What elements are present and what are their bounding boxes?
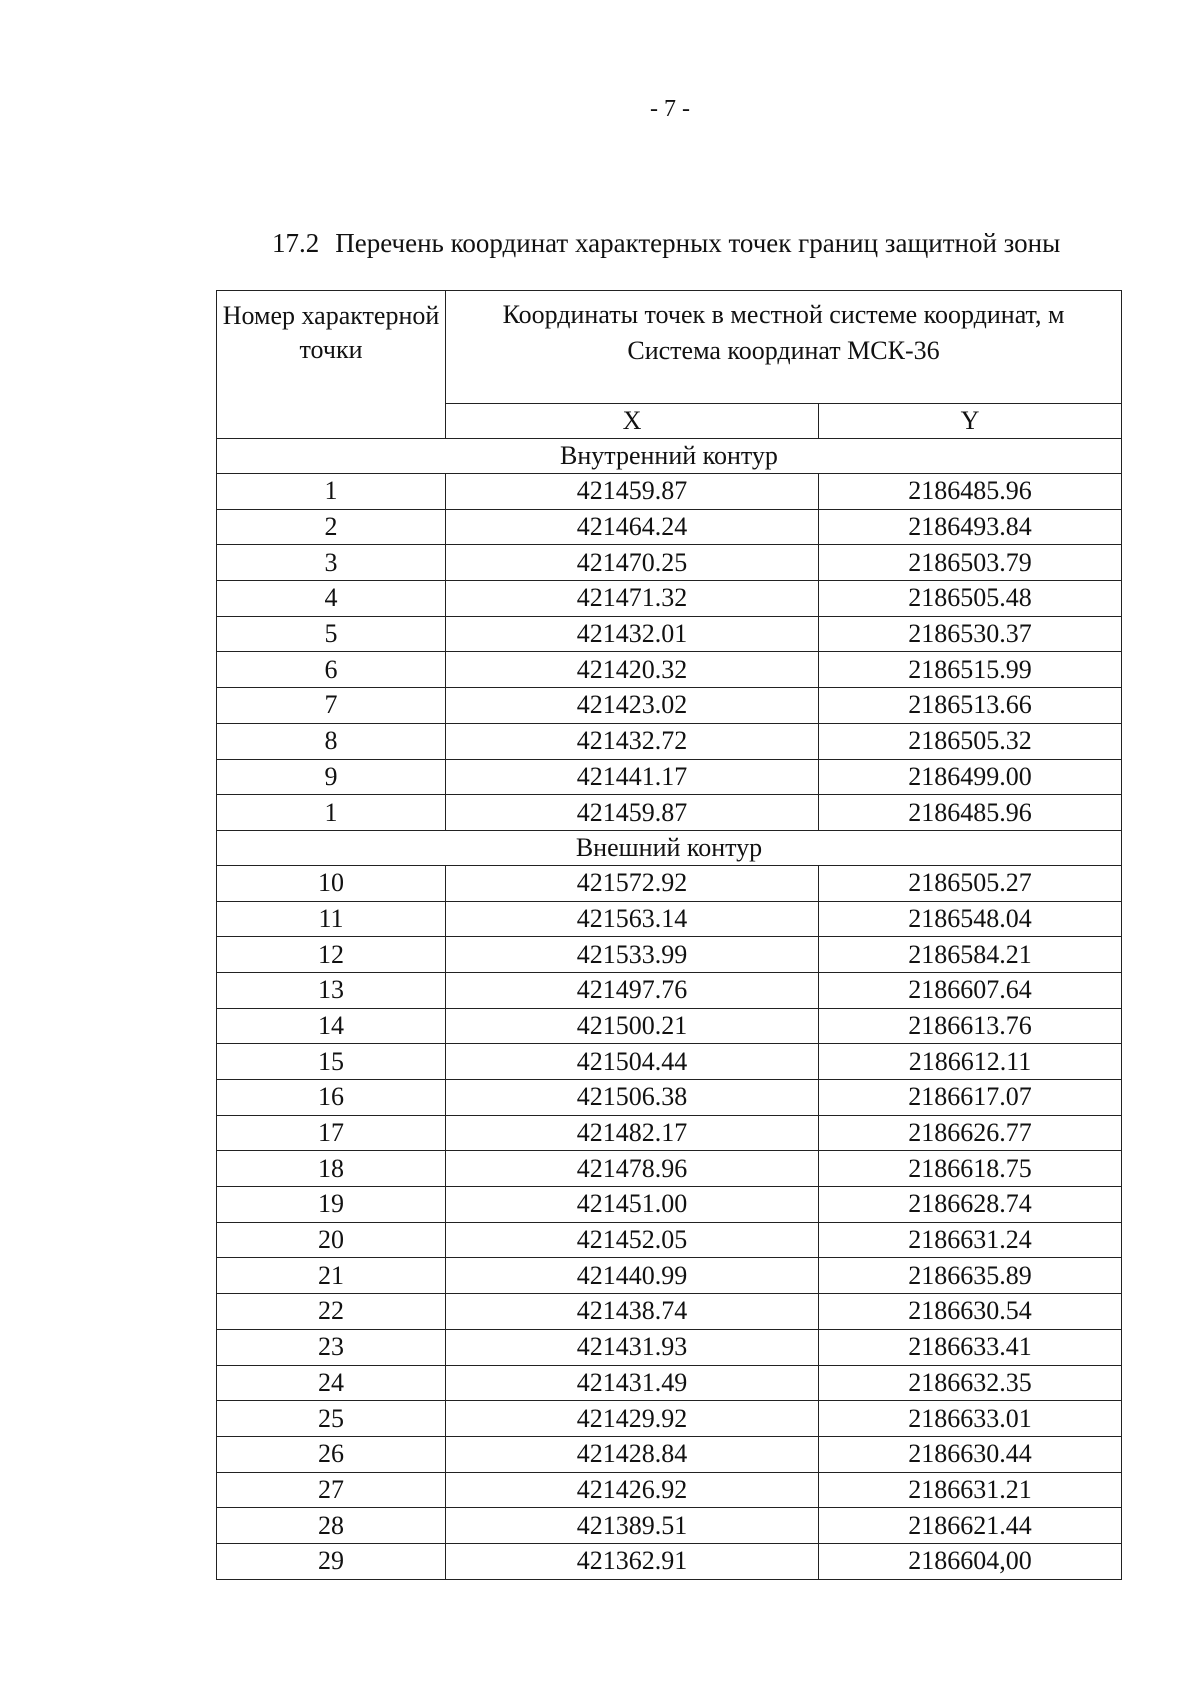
table-row — [217, 901, 1122, 937]
x-cell: 421431.49 — [446, 1365, 819, 1401]
table-row — [217, 1044, 1122, 1080]
point-number-cell: 7 — [217, 688, 446, 724]
y-cell: 2186505.48 — [819, 581, 1122, 617]
x-cell: 421459.87 — [446, 795, 819, 831]
point-number-cell: 13 — [217, 972, 446, 1008]
x-cell: 421440.99 — [446, 1258, 819, 1294]
page-number: - 7 - — [650, 96, 690, 122]
point-number-cell: 18 — [217, 1151, 446, 1187]
table-row — [217, 759, 1122, 795]
table-row — [217, 972, 1122, 1008]
x-cell: 421428.84 — [446, 1436, 819, 1472]
x-cell: 421497.76 — [446, 972, 819, 1008]
header-coordinates-line2: Система координат МСК-36 — [627, 336, 940, 365]
point-number-cell: 6 — [217, 652, 446, 688]
x-cell: 421423.02 — [446, 688, 819, 724]
x-cell: 421478.96 — [446, 1151, 819, 1187]
point-number-cell: 8 — [217, 723, 446, 759]
x-cell: 421441.17 — [446, 759, 819, 795]
point-number-cell: 27 — [217, 1472, 446, 1508]
section-number: 17.2 — [272, 228, 320, 258]
y-cell: 2186626.77 — [819, 1115, 1122, 1151]
table-row — [217, 652, 1122, 688]
point-number-cell: 1 — [217, 795, 446, 831]
x-cell: 421572.92 — [446, 865, 819, 901]
table-row — [217, 1222, 1122, 1258]
table-row — [217, 509, 1122, 545]
x-cell: 421431.93 — [446, 1329, 819, 1365]
y-cell: 2186584.21 — [819, 937, 1122, 973]
y-cell: 2186630.54 — [819, 1294, 1122, 1330]
x-cell: 421451.00 — [446, 1187, 819, 1223]
x-cell: 421432.01 — [446, 616, 819, 652]
x-cell: 421420.32 — [446, 652, 819, 688]
point-number-cell: 12 — [217, 937, 446, 973]
y-cell: 2186613.76 — [819, 1008, 1122, 1044]
point-number-cell: 5 — [217, 616, 446, 652]
table-row — [217, 1080, 1122, 1116]
y-cell: 2186493.84 — [819, 509, 1122, 545]
y-cell: 2186548.04 — [819, 901, 1122, 937]
header-coordinates-line1: Координаты точек в местной системе координат, м — [502, 300, 1065, 329]
y-cell: 2186631.24 — [819, 1222, 1122, 1258]
y-cell: 2186485.96 — [819, 474, 1122, 510]
table-row — [217, 1508, 1122, 1544]
point-number-cell: 21 — [217, 1258, 446, 1294]
table-body — [217, 439, 1122, 1580]
point-number-cell: 24 — [217, 1365, 446, 1401]
x-cell: 421389.51 — [446, 1508, 819, 1544]
table-row — [217, 1187, 1122, 1223]
point-number-cell: 4 — [217, 581, 446, 617]
table-row — [217, 1008, 1122, 1044]
y-cell: 2186505.27 — [819, 865, 1122, 901]
table-row — [217, 1329, 1122, 1365]
point-number-cell: 15 — [217, 1044, 446, 1080]
x-cell: 421482.17 — [446, 1115, 819, 1151]
point-number-cell: 25 — [217, 1401, 446, 1437]
x-cell: 421500.21 — [446, 1008, 819, 1044]
table-row — [217, 581, 1122, 617]
y-cell: 2186515.99 — [819, 652, 1122, 688]
section-title: Внешний контур — [217, 830, 1122, 865]
section-title: Внутренний контур — [217, 439, 1122, 474]
point-number-cell: 23 — [217, 1329, 446, 1365]
y-cell: 2186485.96 — [819, 795, 1122, 831]
x-cell: 421563.14 — [446, 901, 819, 937]
header-coordinates — [446, 291, 1122, 404]
coordinates-table — [216, 290, 1122, 1580]
y-cell: 2186631.21 — [819, 1472, 1122, 1508]
table-row — [217, 1151, 1122, 1187]
x-cell: 421533.99 — [446, 937, 819, 973]
table-row — [217, 1401, 1122, 1437]
x-cell: 421438.74 — [446, 1294, 819, 1330]
table-row — [217, 1472, 1122, 1508]
point-number-cell: 11 — [217, 901, 446, 937]
y-cell: 2186499.00 — [819, 759, 1122, 795]
header-x: X — [446, 404, 819, 439]
y-cell: 2186635.89 — [819, 1258, 1122, 1294]
x-cell: 421432.72 — [446, 723, 819, 759]
x-cell: 421362.91 — [446, 1543, 819, 1579]
point-number-cell: 17 — [217, 1115, 446, 1151]
point-number-cell: 1 — [217, 474, 446, 510]
y-cell: 2186621.44 — [819, 1508, 1122, 1544]
x-cell: 421464.24 — [446, 509, 819, 545]
y-cell: 2186618.75 — [819, 1151, 1122, 1187]
x-cell: 421504.44 — [446, 1044, 819, 1080]
section-heading — [272, 228, 1152, 259]
point-number-cell: 2 — [217, 509, 446, 545]
x-cell: 421471.32 — [446, 581, 819, 617]
table-row — [217, 474, 1122, 510]
section-title: Перечень координат характерных точек границ защитной зоны — [335, 228, 1061, 258]
y-cell: 2186505.32 — [819, 723, 1122, 759]
table-row — [217, 1436, 1122, 1472]
table-row — [217, 937, 1122, 973]
table-row — [217, 723, 1122, 759]
y-cell: 2186604,00 — [819, 1543, 1122, 1579]
y-cell: 2186612.11 — [819, 1044, 1122, 1080]
header-point-number: Номер характерной точки — [217, 291, 446, 439]
x-cell: 421506.38 — [446, 1080, 819, 1116]
point-number-cell: 28 — [217, 1508, 446, 1544]
y-cell: 2186628.74 — [819, 1187, 1122, 1223]
y-cell: 2186630.44 — [819, 1436, 1122, 1472]
section-row — [217, 439, 1122, 474]
x-cell: 421459.87 — [446, 474, 819, 510]
y-cell: 2186633.41 — [819, 1329, 1122, 1365]
point-number-cell: 19 — [217, 1187, 446, 1223]
point-number-cell: 3 — [217, 545, 446, 581]
table-row — [217, 688, 1122, 724]
table-row — [217, 865, 1122, 901]
y-cell: 2186607.64 — [819, 972, 1122, 1008]
point-number-cell: 14 — [217, 1008, 446, 1044]
point-number-cell: 29 — [217, 1543, 446, 1579]
point-number-cell: 22 — [217, 1294, 446, 1330]
x-cell: 421470.25 — [446, 545, 819, 581]
x-cell: 421429.92 — [446, 1401, 819, 1437]
point-number-cell: 9 — [217, 759, 446, 795]
y-cell: 2186513.66 — [819, 688, 1122, 724]
table-row — [217, 545, 1122, 581]
y-cell: 2186632.35 — [819, 1365, 1122, 1401]
point-number-cell: 26 — [217, 1436, 446, 1472]
point-number-cell: 16 — [217, 1080, 446, 1116]
point-number-cell: 10 — [217, 865, 446, 901]
table-row — [217, 1115, 1122, 1151]
table-row — [217, 1294, 1122, 1330]
y-cell: 2186530.37 — [819, 616, 1122, 652]
table-row — [217, 795, 1122, 831]
y-cell: 2186617.07 — [819, 1080, 1122, 1116]
point-number-cell: 20 — [217, 1222, 446, 1258]
table-row — [217, 616, 1122, 652]
section-row — [217, 830, 1122, 865]
y-cell: 2186633.01 — [819, 1401, 1122, 1437]
table-row — [217, 1258, 1122, 1294]
y-cell: 2186503.79 — [819, 545, 1122, 581]
header-y: Y — [819, 404, 1122, 439]
x-cell: 421452.05 — [446, 1222, 819, 1258]
x-cell: 421426.92 — [446, 1472, 819, 1508]
table-row — [217, 1543, 1122, 1579]
table-row — [217, 1365, 1122, 1401]
